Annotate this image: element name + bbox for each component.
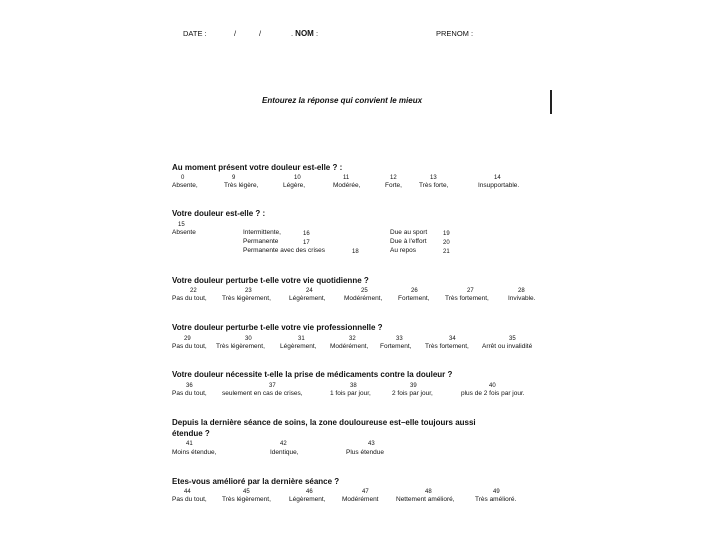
answer-option[interactable]: Insupportable.	[478, 182, 520, 189]
answer-number: 48	[425, 489, 432, 495]
answer-option[interactable]: Très légèrement,	[222, 295, 271, 302]
answer-option[interactable]: Très légèrement,	[216, 343, 265, 350]
answer-option[interactable]: Pas du tout,	[172, 390, 207, 397]
answer-number: 20	[443, 240, 450, 246]
answer-number: 23	[245, 288, 252, 294]
date-label: DATE :	[183, 29, 207, 38]
answer-number: 24	[306, 288, 313, 294]
date-separator: /	[234, 29, 237, 38]
answer-number: 26	[411, 288, 418, 294]
answer-number: 38	[350, 383, 357, 389]
answer-number: 34	[449, 336, 456, 342]
answer-option[interactable]: Légèrement,	[289, 496, 326, 503]
answer-option[interactable]: Très forte,	[419, 182, 449, 189]
answer-number: 21	[443, 249, 450, 255]
question-3-title: Votre douleur perturbe t-elle votre vie quotidienne ?	[172, 276, 369, 285]
answer-option[interactable]: Modérément	[342, 496, 379, 503]
prenom-label: PRENOM :	[436, 29, 474, 38]
question-4-title: Votre douleur perturbe t-elle votre vie professionnelle ?	[172, 323, 383, 332]
answer-number: 44	[184, 489, 191, 495]
answer-option[interactable]: Absente	[172, 229, 196, 236]
answer-number: 49	[493, 489, 500, 495]
answer-option[interactable]: Arrêt ou invalidité	[482, 343, 533, 350]
answer-number: 12	[390, 175, 397, 181]
answer-number: 18	[352, 249, 359, 255]
text-cursor-bar	[550, 90, 552, 114]
answer-option[interactable]: Due à l'effort	[390, 238, 427, 245]
answer-option[interactable]: Absente,	[172, 182, 198, 189]
answer-option[interactable]: Modérée,	[333, 182, 361, 189]
answer-option[interactable]: Pas du tout,	[172, 295, 207, 302]
answer-option[interactable]: Très légèrement,	[222, 496, 271, 503]
answer-number: 19	[443, 231, 450, 237]
answer-number: 30	[245, 336, 252, 342]
question-5-title: Votre douleur nécessite t-elle la prise de médicaments contre la douleur ?	[172, 370, 453, 379]
answer-number: 47	[362, 489, 369, 495]
answer-number: 41	[186, 441, 193, 447]
answer-option[interactable]: seulement en cas de crises,	[222, 390, 303, 397]
question-2-title: Votre douleur est-elle ? :	[172, 209, 266, 218]
nom-label: . NOM :	[291, 29, 319, 38]
answer-number: 10	[294, 175, 301, 181]
answer-option[interactable]: Très fortement,	[445, 295, 489, 302]
answer-option[interactable]: Très amélioré.	[475, 496, 517, 503]
answer-number: 32	[349, 336, 356, 342]
answer-number: 27	[467, 288, 474, 294]
answer-option[interactable]: Plus étendue	[346, 449, 384, 456]
answer-option[interactable]: Permanente avec des crises	[243, 247, 326, 254]
answer-number: 9	[232, 175, 236, 181]
answer-number: 28	[518, 288, 525, 294]
answer-number: 36	[186, 383, 193, 389]
answer-number: 39	[410, 383, 417, 389]
answer-option[interactable]: Légère,	[283, 182, 306, 189]
date-separator: /	[259, 29, 262, 38]
answer-option[interactable]: Très légère,	[224, 182, 259, 189]
question-6-title: Depuis la dernière séance de soins, la zone douloureuse est–elle toujours aussi	[172, 418, 476, 427]
answer-number: 40	[489, 383, 496, 389]
answer-option[interactable]: Intermittente,	[243, 229, 281, 236]
answer-number: 43	[368, 441, 375, 447]
instruction-text: Entourez la réponse qui convient le mieux	[262, 96, 423, 105]
answer-option[interactable]: Forte,	[385, 182, 402, 189]
answer-option[interactable]: Fortement,	[398, 295, 430, 302]
answer-option[interactable]: Nettement amélioré,	[396, 496, 455, 503]
answer-number: 42	[280, 441, 287, 447]
answer-option[interactable]: Permanente	[243, 238, 279, 245]
question-7-title: Etes-vous amélioré par la dernière séance ?	[172, 477, 340, 486]
answer-number: 16	[303, 231, 310, 237]
answer-number: 45	[243, 489, 250, 495]
answer-number: 29	[184, 336, 191, 342]
answer-number: 33	[396, 336, 403, 342]
answer-option[interactable]: Invivable.	[508, 295, 536, 302]
question-6-title-continued: étendue ?	[172, 429, 210, 438]
answer-option[interactable]: Pas du tout,	[172, 496, 207, 503]
answer-option[interactable]: Due au sport	[390, 229, 428, 236]
answer-number: 35	[509, 336, 516, 342]
answer-option[interactable]: 2 fois par jour,	[392, 390, 433, 397]
answer-number: 31	[298, 336, 305, 342]
question-1-title: Au moment présent votre douleur est-elle ? :	[172, 163, 343, 172]
answer-number: 14	[494, 175, 501, 181]
answer-option[interactable]: Identique,	[270, 449, 299, 456]
answer-option[interactable]: Modérément,	[330, 343, 369, 350]
answer-option[interactable]: Très fortement,	[425, 343, 469, 350]
answer-option[interactable]: Au repos	[390, 247, 417, 254]
answer-number: 13	[430, 175, 437, 181]
answer-option[interactable]: Modérément,	[344, 295, 383, 302]
answer-option[interactable]: plus de 2 fois par jour.	[461, 390, 525, 397]
answer-number: 37	[269, 383, 276, 389]
answer-number: 17	[303, 240, 310, 246]
answer-option[interactable]: Fortement,	[380, 343, 412, 350]
answer-number: 0	[181, 175, 185, 181]
answer-option[interactable]: Pas du tout,	[172, 343, 207, 350]
answer-option[interactable]: Moins étendue,	[172, 449, 217, 456]
answer-number: 25	[361, 288, 368, 294]
answer-number: 11	[343, 175, 350, 181]
answer-option[interactable]: Légèrement,	[289, 295, 326, 302]
answer-number: 15	[178, 222, 185, 228]
answer-number: 46	[306, 489, 313, 495]
answer-number: 22	[190, 288, 197, 294]
answer-option[interactable]: Légèrement,	[280, 343, 317, 350]
answer-option[interactable]: 1 fois par jour,	[330, 390, 371, 397]
